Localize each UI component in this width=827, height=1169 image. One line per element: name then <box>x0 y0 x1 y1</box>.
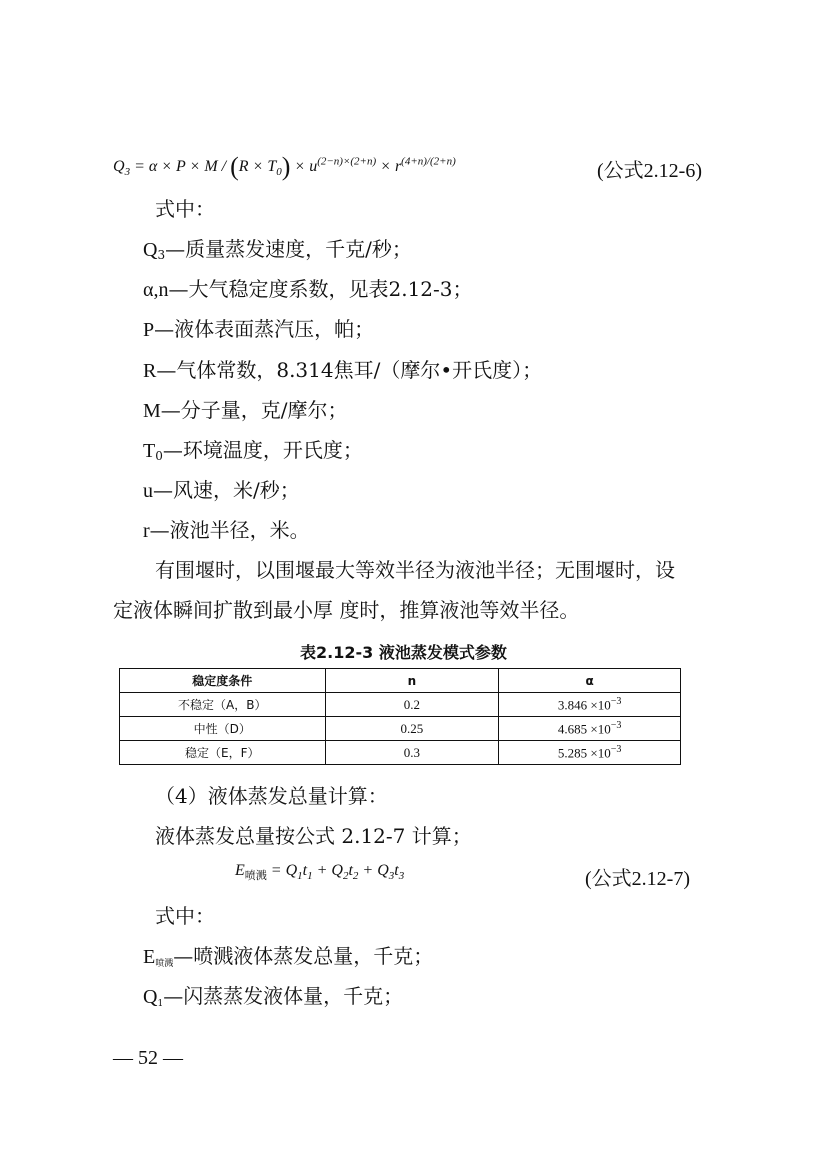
formula-number-1: (公式2.12-6) <box>597 160 702 182</box>
paragraph-line: 有围堰时，以围堰最大等效半径为液池半径；无围堰时，设 <box>155 558 675 582</box>
definition-item <box>143 276 473 303</box>
definition-subscript: 0 <box>155 449 163 463</box>
table-cell-condition: 稳定（E，F） <box>120 741 326 765</box>
formula-subscript: 喷溅 <box>244 870 267 883</box>
table-row <box>120 693 681 717</box>
table-body <box>120 693 681 765</box>
table-header-cell: n <box>325 669 499 693</box>
paragraph-line: 定液体瞬间扩散到最小厚 度时，推算液池等效半径。 <box>113 598 580 622</box>
definition-item <box>143 517 310 544</box>
definition-item <box>143 357 542 384</box>
formula-subscript: 1 <box>297 870 303 883</box>
definition-text: —分子量，克/摩尔； <box>160 397 348 422</box>
table-caption: 表2.12-3 液池蒸发模式参数 <box>300 643 507 662</box>
table-cell-condition: 不稳定（A，B） <box>120 693 326 717</box>
alpha-exponent: −3 <box>610 695 622 707</box>
formula-term: Q <box>331 862 343 879</box>
table-cell-alpha <box>499 717 681 741</box>
section-heading: （4）液体蒸发总量计算： <box>155 784 388 808</box>
formula-subscript: 3 <box>388 870 395 883</box>
paragraph-line: 液体蒸发总量按公式 2.12-7 计算； <box>155 824 472 848</box>
definition-item <box>143 316 374 343</box>
table-cell-n: 0.3 <box>325 741 499 765</box>
definition-subscript: 喷溅 <box>155 959 174 969</box>
table-cell-n: 0.25 <box>325 717 499 741</box>
formula-number-2: (公式2.12-7) <box>585 868 690 890</box>
formula-2-12-7 <box>235 862 404 883</box>
formula-term: + <box>312 862 332 879</box>
formula-term: t <box>302 862 308 879</box>
definition-symbol: Q <box>143 986 158 1008</box>
table-cell-n: 0.2 <box>325 693 499 717</box>
alpha-value: 4.685 ×10 <box>557 721 611 737</box>
formula-exponent: (4+n)/(2+n) <box>401 155 456 168</box>
definition-item <box>143 236 412 268</box>
formula-2-12-6 <box>113 152 456 182</box>
definition-text: —大气稳定度系数，见表2.12-3； <box>168 277 473 302</box>
formula-term: E <box>235 862 245 879</box>
formula-subscript: 1 <box>307 870 313 883</box>
table-row <box>120 741 681 765</box>
alpha-value: 3.846 ×10 <box>557 697 611 713</box>
table-cell-condition: 中性（D） <box>120 717 326 741</box>
definition-item <box>143 397 348 424</box>
definition-item <box>143 943 433 977</box>
table-row <box>120 717 681 741</box>
formula-paren: ( <box>230 152 239 181</box>
definition-text: —质量蒸发速度，千克/秒； <box>165 237 412 261</box>
formula-term: R × T <box>238 158 277 175</box>
table-header-cell: 稳定度条件 <box>120 669 326 693</box>
formula-term: Q <box>285 862 298 879</box>
definition-symbol: R <box>143 359 157 382</box>
definition-subscript: 3 <box>157 248 166 262</box>
table-cell-alpha <box>499 741 681 765</box>
page-number: — 52 — <box>113 1047 183 1069</box>
formula-subscript: 3 <box>398 870 405 883</box>
definition-item <box>143 477 300 504</box>
where-label-1: 式中： <box>155 197 215 221</box>
alpha-exponent: −3 <box>610 719 622 731</box>
definition-symbol: E <box>143 946 156 968</box>
table-header-row <box>120 669 681 693</box>
formula-term: × r <box>376 158 402 175</box>
formula-exponent: (2−n)×(2+n) <box>317 155 377 168</box>
definition-text: —液体表面蒸汽压，帕； <box>154 317 375 342</box>
definition-text: —闪蒸蒸发液体量，千克； <box>163 984 404 1008</box>
definition-item <box>143 437 363 469</box>
formula-term: t <box>348 862 353 879</box>
table-cell-alpha <box>499 693 681 717</box>
definition-item <box>143 983 403 1017</box>
formula-term: Q <box>113 158 125 175</box>
definition-subscript: 1 <box>157 999 164 1009</box>
table-header-cell: α <box>499 669 681 693</box>
definition-symbol: Q <box>143 239 158 261</box>
definition-symbol: M <box>143 399 161 422</box>
definition-text: —喷溅液体蒸发总量，千克； <box>173 944 434 968</box>
definition-text: —风速，米/秒； <box>153 478 300 503</box>
formula-term: = α × P × M / <box>130 158 227 175</box>
definition-symbol: P <box>143 319 155 342</box>
formula-subscript: 2 <box>352 870 359 883</box>
where-label-2: 式中： <box>155 904 215 928</box>
definition-symbol: u <box>143 480 153 503</box>
definition-text: —气体常数，8.314焦耳/（摩尔•开氏度）； <box>156 357 543 382</box>
definition-symbol: r <box>143 520 150 543</box>
formula-subscript: 2 <box>342 870 349 883</box>
alpha-value: 5.285 ×10 <box>557 745 611 761</box>
formula-term: Q <box>377 862 389 879</box>
definition-text: —环境温度，开氏度； <box>162 438 363 462</box>
alpha-exponent: −3 <box>610 743 622 755</box>
parameter-table <box>119 668 681 765</box>
definition-text: —液池半径，米。 <box>149 518 310 543</box>
formula-term: = <box>266 862 286 879</box>
formula-term: + <box>358 862 378 879</box>
formula-term: t <box>394 862 399 879</box>
formula-paren: ) <box>281 152 291 181</box>
definition-symbol: α,n <box>143 279 169 302</box>
formula-subscript: 3 <box>124 166 131 179</box>
formula-term: × u <box>290 158 318 175</box>
definition-symbol: T <box>143 440 156 462</box>
formula-subscript: 0 <box>276 166 282 179</box>
